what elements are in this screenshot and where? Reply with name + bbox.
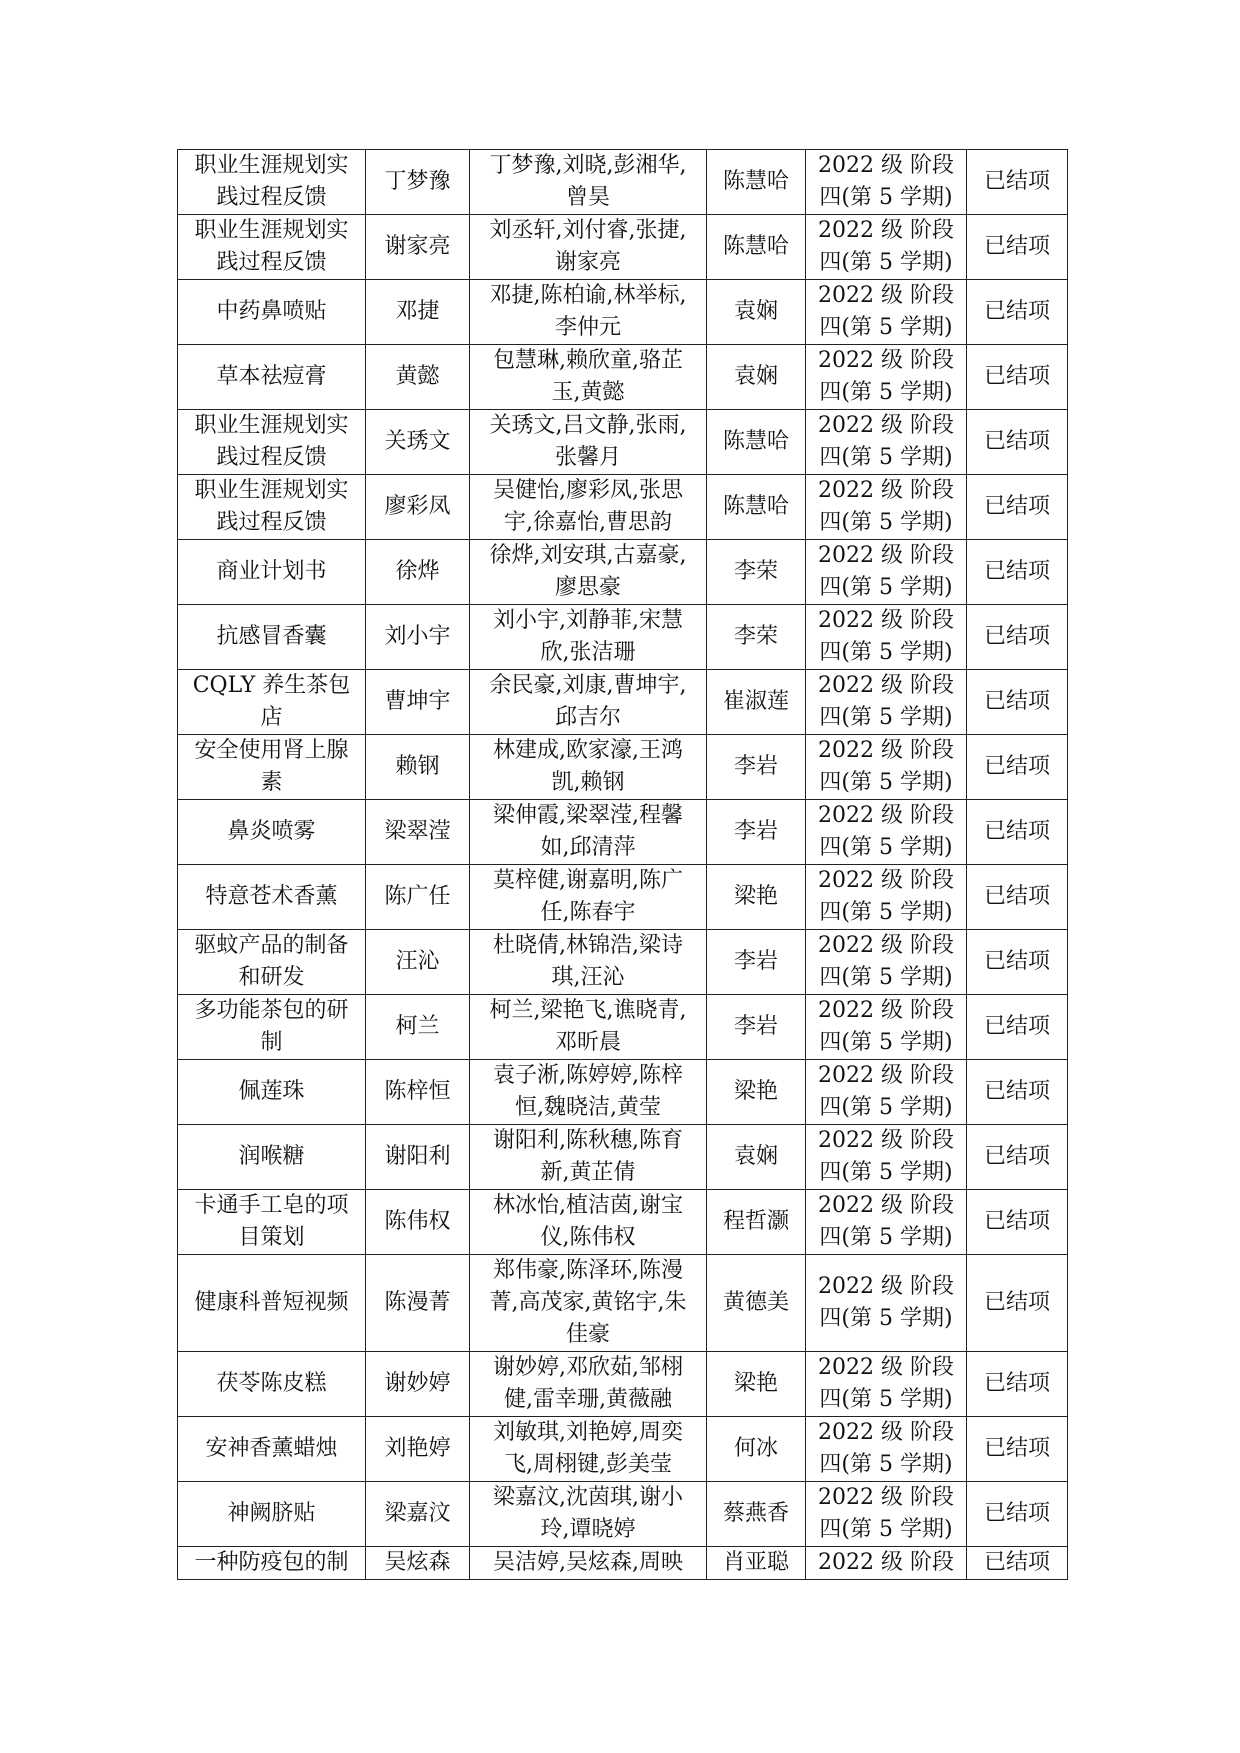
members-cell — [470, 1060, 707, 1125]
advisor-text: 陈慧哈 — [722, 429, 789, 454]
leader-text: 梁翠滢 — [384, 819, 451, 844]
status-text: 已结项 — [983, 1550, 1050, 1575]
project-name-cell — [178, 215, 366, 280]
advisor-cell — [707, 865, 806, 930]
status-text: 已结项 — [983, 884, 1050, 909]
grade-stage-cell — [806, 1190, 967, 1255]
project-name-cell — [178, 1125, 366, 1190]
project-name-text: 职业生涯规划实践过程反馈 — [194, 413, 349, 470]
table-row — [178, 865, 1068, 930]
status-cell — [967, 540, 1068, 605]
table-row — [178, 1060, 1068, 1125]
status-text: 已结项 — [983, 1144, 1050, 1169]
advisor-text: 何冰 — [733, 1436, 778, 1461]
project-name-cell — [178, 345, 366, 410]
members-cell — [470, 1190, 707, 1255]
leader-text: 梁嘉汶 — [384, 1501, 451, 1526]
status-cell — [967, 1060, 1068, 1125]
leader-cell — [366, 930, 470, 995]
status-text: 已结项 — [983, 429, 1050, 454]
members-text: 谢阳利,陈秋穗,陈育新,黄芷倩 — [493, 1128, 683, 1185]
status-cell — [967, 605, 1068, 670]
project-name-text: 佩莲珠 — [238, 1079, 305, 1104]
status-text: 已结项 — [983, 299, 1050, 324]
leader-cell — [366, 1547, 470, 1580]
advisor-cell — [707, 1190, 806, 1255]
grade-stage-text: 2022 级 阶段 四(第 5 学期) — [818, 218, 954, 275]
leader-text: 丁梦豫 — [384, 169, 451, 194]
project-name-cell — [178, 410, 366, 475]
members-cell — [470, 1482, 707, 1547]
advisor-cell — [707, 345, 806, 410]
members-text: 杜晓倩,林锦浩,梁诗琪,汪沁 — [493, 933, 683, 990]
grade-stage-text: 2022 级 阶段 四(第 5 学期) — [818, 1420, 954, 1477]
status-cell — [967, 1255, 1068, 1352]
project-name-text: 茯苓陈皮糕 — [216, 1371, 327, 1396]
project-name-cell — [178, 735, 366, 800]
advisor-text: 黄德美 — [722, 1290, 789, 1315]
advisor-text: 崔淑莲 — [722, 689, 789, 714]
grade-stage-text: 2022 级 阶段 四(第 5 学期) — [818, 348, 954, 405]
status-cell — [967, 670, 1068, 735]
table-row — [178, 280, 1068, 345]
members-text: 郑伟豪,陈泽环,陈漫菁,高茂家,黄铭宇,朱佳豪 — [489, 1258, 687, 1347]
grade-stage-text: 2022 级 阶段 — [818, 1550, 954, 1575]
leader-text: 黄懿 — [395, 364, 440, 389]
members-cell — [470, 1547, 707, 1580]
leader-cell — [366, 670, 470, 735]
members-text: 吴洁婷,吴炫森,周映 — [493, 1550, 683, 1575]
project-name-text: 润喉糖 — [238, 1144, 305, 1169]
grade-stage-text: 2022 级 阶段 四(第 5 学期) — [818, 478, 954, 535]
table-row — [178, 150, 1068, 215]
table-row — [178, 1352, 1068, 1417]
grade-stage-cell — [806, 1060, 967, 1125]
project-table — [177, 149, 1068, 1580]
members-text: 林建成,欧家濠,王鸿凯,赖钢 — [493, 738, 683, 795]
status-cell — [967, 1352, 1068, 1417]
members-cell — [470, 1352, 707, 1417]
project-name-cell — [178, 1417, 366, 1482]
members-cell — [470, 215, 707, 280]
members-cell — [470, 800, 707, 865]
advisor-cell — [707, 1060, 806, 1125]
project-name-cell — [178, 800, 366, 865]
members-text: 关琇文,吕文静,张雨,张馨月 — [489, 413, 687, 470]
leader-cell — [366, 280, 470, 345]
leader-cell — [366, 475, 470, 540]
leader-cell — [366, 1060, 470, 1125]
grade-stage-text: 2022 级 阶段 四(第 5 学期) — [818, 868, 954, 925]
advisor-cell — [707, 670, 806, 735]
status-text: 已结项 — [983, 754, 1050, 779]
members-text: 包慧琳,赖欣童,骆芷玉,黄懿 — [493, 348, 683, 405]
leader-cell — [366, 1352, 470, 1417]
members-cell — [470, 1125, 707, 1190]
leader-cell — [366, 800, 470, 865]
project-name-cell — [178, 605, 366, 670]
status-text: 已结项 — [983, 1079, 1050, 1104]
members-text: 谢妙婷,邓欣茹,邹栩健,雷幸珊,黄薇融 — [493, 1355, 683, 1412]
grade-stage-text: 2022 级 阶段 四(第 5 学期) — [818, 153, 954, 210]
grade-stage-text: 2022 级 阶段 四(第 5 学期) — [818, 608, 954, 665]
members-text: 丁梦豫,刘晓,彭湘华,曾昊 — [489, 153, 687, 210]
status-cell — [967, 475, 1068, 540]
members-cell — [470, 735, 707, 800]
leader-text: 关琇文 — [384, 429, 451, 454]
project-name-text: 中药鼻喷贴 — [216, 299, 327, 324]
grade-stage-cell — [806, 345, 967, 410]
project-name-cell — [178, 1060, 366, 1125]
grade-stage-text: 2022 级 阶段 四(第 5 学期) — [818, 413, 954, 470]
advisor-cell — [707, 1255, 806, 1352]
advisor-cell — [707, 930, 806, 995]
leader-text: 吴炫森 — [384, 1550, 451, 1575]
grade-stage-cell — [806, 215, 967, 280]
table-body — [178, 150, 1068, 1580]
members-text: 梁嘉汶,沈茵琪,谢小玲,谭晓婷 — [493, 1485, 683, 1542]
status-cell — [967, 1190, 1068, 1255]
leader-cell — [366, 865, 470, 930]
leader-text: 陈梓恒 — [384, 1079, 451, 1104]
leader-cell — [366, 735, 470, 800]
grade-stage-cell — [806, 1482, 967, 1547]
leader-text: 刘艳婷 — [384, 1436, 451, 1461]
status-cell — [967, 150, 1068, 215]
members-text: 刘敏琪,刘艳婷,周奕飞,周栩键,彭美莹 — [493, 1420, 683, 1477]
members-cell — [470, 345, 707, 410]
leader-cell — [366, 150, 470, 215]
status-cell — [967, 1547, 1068, 1580]
members-text: 柯兰,梁艳飞,谯晓青,邓昕晨 — [489, 998, 687, 1055]
advisor-text: 陈慧哈 — [722, 169, 789, 194]
leader-cell — [366, 1255, 470, 1352]
advisor-text: 梁艳 — [733, 1371, 778, 1396]
members-cell — [470, 475, 707, 540]
grade-stage-text: 2022 级 阶段 四(第 5 学期) — [818, 283, 954, 340]
advisor-cell — [707, 540, 806, 605]
grade-stage-text: 2022 级 阶段 四(第 5 学期) — [818, 933, 954, 990]
members-text: 余民豪,刘康,曹坤宇,邱吉尔 — [489, 673, 687, 730]
status-cell — [967, 410, 1068, 475]
leader-text: 邓捷 — [395, 299, 440, 324]
project-name-cell — [178, 280, 366, 345]
leader-cell — [366, 410, 470, 475]
leader-text: 谢家亮 — [384, 234, 451, 259]
leader-text: 曹坤宇 — [384, 689, 451, 714]
project-name-cell — [178, 1547, 366, 1580]
status-text: 已结项 — [983, 1371, 1050, 1396]
grade-stage-cell — [806, 540, 967, 605]
project-name-cell — [178, 930, 366, 995]
advisor-cell — [707, 280, 806, 345]
grade-stage-cell — [806, 280, 967, 345]
grade-stage-cell — [806, 930, 967, 995]
status-text: 已结项 — [983, 949, 1050, 974]
project-name-text: 神阙脐贴 — [227, 1501, 316, 1526]
table-row — [178, 1482, 1068, 1547]
table-row — [178, 1190, 1068, 1255]
members-text: 莫梓健,谢嘉明,陈广任,陈春宇 — [493, 868, 683, 925]
members-text: 吴健怡,廖彩凤,张思宇,徐嘉怡,曹思韵 — [493, 478, 683, 535]
grade-stage-text: 2022 级 阶段 四(第 5 学期) — [818, 543, 954, 600]
project-name-text: 驱蚊产品的制备和研发 — [194, 933, 349, 990]
grade-stage-cell — [806, 865, 967, 930]
advisor-cell — [707, 215, 806, 280]
project-name-text: 职业生涯规划实践过程反馈 — [194, 153, 349, 210]
grade-stage-text: 2022 级 阶段 四(第 5 学期) — [818, 1063, 954, 1120]
grade-stage-text: 2022 级 阶段 四(第 5 学期) — [818, 673, 954, 730]
advisor-cell — [707, 410, 806, 475]
table-row — [178, 215, 1068, 280]
status-text: 已结项 — [983, 819, 1050, 844]
status-cell — [967, 800, 1068, 865]
status-text: 已结项 — [983, 364, 1050, 389]
grade-stage-cell — [806, 410, 967, 475]
leader-cell — [366, 1190, 470, 1255]
grade-stage-text: 2022 级 阶段 四(第 5 学期) — [818, 1274, 954, 1331]
table-row — [178, 670, 1068, 735]
members-text: 林冰怡,植洁茵,谢宝仪,陈伟权 — [493, 1193, 683, 1250]
advisor-text: 李荣 — [733, 559, 778, 584]
project-name-cell — [178, 865, 366, 930]
advisor-text: 陈慧哈 — [722, 234, 789, 259]
advisor-text: 蔡燕香 — [722, 1501, 789, 1526]
grade-stage-cell — [806, 1255, 967, 1352]
project-name-text: 职业生涯规划实践过程反馈 — [194, 218, 349, 275]
project-name-cell — [178, 995, 366, 1060]
grade-stage-text: 2022 级 阶段 四(第 5 学期) — [818, 738, 954, 795]
project-name-cell — [178, 670, 366, 735]
advisor-text: 袁娴 — [733, 364, 778, 389]
grade-stage-text: 2022 级 阶段 四(第 5 学期) — [818, 998, 954, 1055]
advisor-text: 李岩 — [733, 754, 778, 779]
table-row — [178, 1547, 1068, 1580]
members-cell — [470, 280, 707, 345]
project-name-text: 草本祛痘膏 — [216, 364, 327, 389]
status-text: 已结项 — [983, 494, 1050, 519]
leader-text: 刘小宇 — [384, 624, 451, 649]
advisor-cell — [707, 1547, 806, 1580]
grade-stage-cell — [806, 1352, 967, 1417]
leader-cell — [366, 1125, 470, 1190]
advisor-text: 陈慧哈 — [722, 494, 789, 519]
project-name-text: 安神香薰蜡烛 — [205, 1436, 338, 1461]
grade-stage-cell — [806, 605, 967, 670]
grade-stage-text: 2022 级 阶段 四(第 5 学期) — [818, 1355, 954, 1412]
table-row — [178, 1417, 1068, 1482]
project-name-text: 鼻炎喷雾 — [227, 819, 316, 844]
advisor-cell — [707, 1125, 806, 1190]
leader-cell — [366, 995, 470, 1060]
status-cell — [967, 995, 1068, 1060]
grade-stage-cell — [806, 150, 967, 215]
members-cell — [470, 410, 707, 475]
status-cell — [967, 345, 1068, 410]
project-name-cell — [178, 1255, 366, 1352]
members-cell — [470, 865, 707, 930]
status-cell — [967, 865, 1068, 930]
project-name-text: 卡通手工皂的项目策划 — [194, 1193, 349, 1250]
members-text: 邓捷,陈柏谕,林举标,李仲元 — [489, 283, 687, 340]
leader-text: 陈伟权 — [384, 1209, 451, 1234]
project-name-cell — [178, 540, 366, 605]
status-text: 已结项 — [983, 234, 1050, 259]
members-text: 梁伸霞,梁翠滢,程馨如,邱清萍 — [493, 803, 683, 860]
members-cell — [470, 150, 707, 215]
table-row — [178, 735, 1068, 800]
table-row — [178, 345, 1068, 410]
advisor-text: 梁艳 — [733, 884, 778, 909]
advisor-cell — [707, 995, 806, 1060]
leader-cell — [366, 1417, 470, 1482]
grade-stage-text: 2022 级 阶段 四(第 5 学期) — [818, 1128, 954, 1185]
project-name-text: 健康科普短视频 — [194, 1290, 349, 1315]
status-text: 已结项 — [983, 689, 1050, 714]
status-text: 已结项 — [983, 1209, 1050, 1234]
project-name-text: 多功能茶包的研制 — [194, 998, 349, 1055]
table-row — [178, 1125, 1068, 1190]
advisor-text: 袁娴 — [733, 299, 778, 324]
project-name-text: 安全使用肾上腺素 — [194, 738, 349, 795]
advisor-text: 梁艳 — [733, 1079, 778, 1104]
grade-stage-cell — [806, 1417, 967, 1482]
members-text: 刘丞轩,刘付睿,张捷,谢家亮 — [489, 218, 687, 275]
members-cell — [470, 995, 707, 1060]
status-cell — [967, 1125, 1068, 1190]
advisor-text: 李荣 — [733, 624, 778, 649]
grade-stage-cell — [806, 800, 967, 865]
leader-cell — [366, 215, 470, 280]
advisor-cell — [707, 800, 806, 865]
status-cell — [967, 735, 1068, 800]
members-cell — [470, 540, 707, 605]
status-text: 已结项 — [983, 1014, 1050, 1039]
status-text: 已结项 — [983, 624, 1050, 649]
table-row — [178, 410, 1068, 475]
project-name-cell — [178, 150, 366, 215]
members-cell — [470, 1417, 707, 1482]
advisor-cell — [707, 1417, 806, 1482]
advisor-text: 李岩 — [733, 819, 778, 844]
table-row — [178, 800, 1068, 865]
grade-stage-cell — [806, 670, 967, 735]
leader-text: 廖彩凤 — [384, 494, 451, 519]
table-row — [178, 1255, 1068, 1352]
leader-text: 谢阳利 — [384, 1144, 451, 1169]
advisor-text: 李岩 — [733, 949, 778, 974]
advisor-cell — [707, 1482, 806, 1547]
table-row — [178, 930, 1068, 995]
leader-text: 谢妙婷 — [384, 1371, 451, 1396]
leader-text: 汪沁 — [395, 949, 440, 974]
status-text: 已结项 — [983, 1290, 1050, 1315]
project-name-cell — [178, 1352, 366, 1417]
project-name-text: 抗感冒香囊 — [216, 624, 327, 649]
leader-cell — [366, 1482, 470, 1547]
project-name-text: 特意苍术香薰 — [205, 884, 338, 909]
advisor-text: 肖亚聪 — [722, 1550, 789, 1575]
members-cell — [470, 1255, 707, 1352]
members-cell — [470, 605, 707, 670]
grade-stage-text: 2022 级 阶段 四(第 5 学期) — [818, 1485, 954, 1542]
leader-text: 赖钢 — [395, 754, 440, 779]
status-cell — [967, 280, 1068, 345]
status-cell — [967, 215, 1068, 280]
members-cell — [470, 670, 707, 735]
grade-stage-cell — [806, 995, 967, 1060]
grade-stage-cell — [806, 1125, 967, 1190]
leader-text: 柯兰 — [395, 1014, 440, 1039]
table-row — [178, 540, 1068, 605]
grade-stage-cell — [806, 735, 967, 800]
advisor-cell — [707, 150, 806, 215]
members-cell — [470, 930, 707, 995]
members-text: 袁子淅,陈婷婷,陈梓恒,魏晓洁,黄莹 — [493, 1063, 683, 1120]
table-row — [178, 475, 1068, 540]
project-name-text: 商业计划书 — [216, 559, 327, 584]
advisor-text: 程哲灏 — [722, 1209, 789, 1234]
advisor-cell — [707, 1352, 806, 1417]
project-name-text: 职业生涯规划实践过程反馈 — [194, 478, 349, 535]
project-name-cell — [178, 1190, 366, 1255]
table-row — [178, 995, 1068, 1060]
leader-text: 陈漫菁 — [384, 1290, 451, 1315]
leader-cell — [366, 345, 470, 410]
status-cell — [967, 930, 1068, 995]
advisor-cell — [707, 735, 806, 800]
status-cell — [967, 1417, 1068, 1482]
grade-stage-text: 2022 级 阶段 四(第 5 学期) — [818, 1193, 954, 1250]
members-text: 刘小宇,刘静菲,宋慧欣,张洁珊 — [493, 608, 683, 665]
leader-text: 陈广任 — [384, 884, 451, 909]
grade-stage-cell — [806, 475, 967, 540]
status-text: 已结项 — [983, 169, 1050, 194]
status-cell — [967, 1482, 1068, 1547]
status-text: 已结项 — [983, 559, 1050, 584]
grade-stage-cell — [806, 1547, 967, 1580]
leader-cell — [366, 605, 470, 670]
grade-stage-text: 2022 级 阶段 四(第 5 学期) — [818, 803, 954, 860]
status-text: 已结项 — [983, 1436, 1050, 1461]
project-name-text: 一种防疫包的制 — [194, 1550, 349, 1575]
advisor-text: 袁娴 — [733, 1144, 778, 1169]
project-name-cell — [178, 475, 366, 540]
members-text: 徐烨,刘安琪,古嘉豪,廖思豪 — [489, 543, 687, 600]
project-name-cell — [178, 1482, 366, 1547]
project-name-text: CQLY 养生茶包店 — [192, 673, 351, 730]
advisor-cell — [707, 475, 806, 540]
advisor-cell — [707, 605, 806, 670]
table-row — [178, 605, 1068, 670]
advisor-text: 李岩 — [733, 1014, 778, 1039]
status-text: 已结项 — [983, 1501, 1050, 1526]
leader-text: 徐烨 — [395, 559, 440, 584]
leader-cell — [366, 540, 470, 605]
